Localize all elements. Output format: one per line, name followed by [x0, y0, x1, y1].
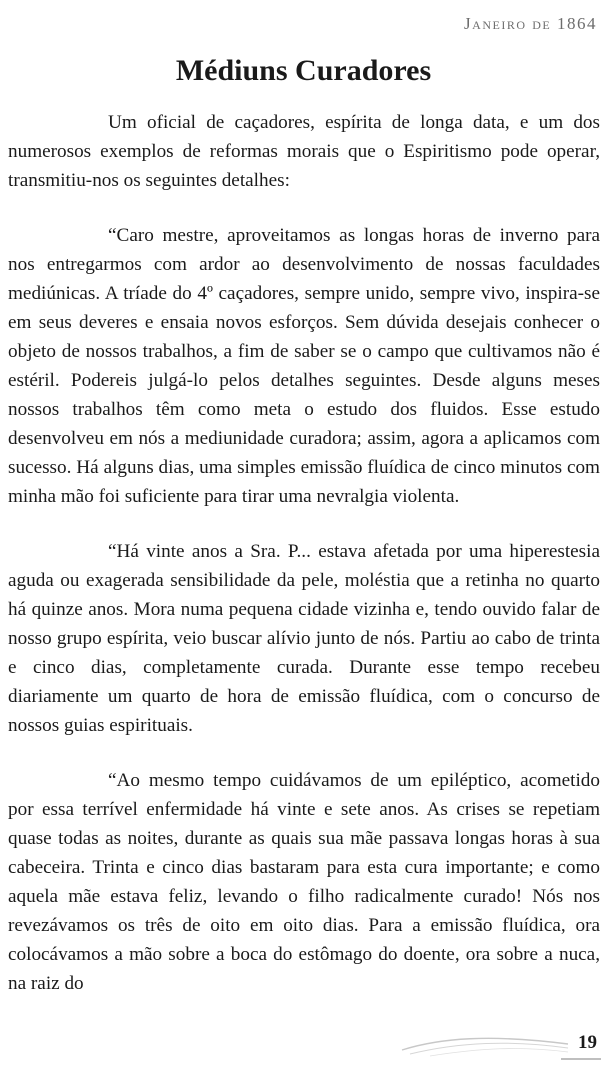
page-number: 19	[578, 1032, 597, 1053]
paragraph-2: “Caro mestre, aproveitamos as longas horas de inverno para nos entregarmos com ardor ao desenvolvimento de nossas faculdades mediúnicas. A tríade do 4º caçadores, sempre unido, sempre vivo, inspira-se em seus deveres e ensaia novos esforços. Sem dúvida desejais conhecer o objeto de nossos trabalhos, a fim de saber se o campo que cultivamos não é estéril. Podereis julgá-lo pelos detalhes seguintes. Desde alguns meses nossos trabalhos têm como meta o estudo dos fluidos. Esse estudo desenvolveu em nós a mediunidade curadora; assim, agora a aplicamos com sucesso. Há alguns dias, uma simples emissão fluídica de cinco minutos com minha mão foi suficiente para tirar uma nevralgia violenta.	[8, 225, 600, 507]
paragraph-1: Um oficial de caçadores, espírita de longa data, e um dos numerosos exemplos de reformas morais que o Espiritismo pode operar, transmitiu-nos os seguintes detalhes:	[8, 112, 600, 191]
page-number-rule	[561, 1058, 601, 1060]
article-body	[8, 108, 600, 1024]
running-head: Janeiro de 1864	[464, 14, 597, 33]
paragraph-4: “Ao mesmo tempo cuidávamos de um epiléptico, acometido por essa terrível enfermidade há vinte e sete anos. As crises se repetiam quase todas as noites, durante as quais sua mãe passava longas horas à sua cabeceira. Trinta e cinco dias bastaram para esta cura importante; e como aquela mãe estava feliz, levando o filho radicalmente curado! Nós nos revezávamos os três de oito em oito dias. Para a emissão fluídica, ora colocávamos a mão sobre a boca do estômago do doente, ora sobre a nuca, na raiz do	[8, 770, 600, 994]
swoosh-ornament-icon	[400, 1030, 570, 1060]
paragraph-3: “Há vinte anos a Sra. P... estava afetada por uma hiperestesia aguda ou exagerada sensibilidade da pele, moléstia que a retinha no quarto há quinze anos. Mora numa pequena cidade vizinha e, tendo ouvido falar de nosso grupo espírita, veio buscar alívio junto de nós. Partiu ao cabo de trinta e cinco dias, completamente curada. Durante esse tempo recebeu diariamente um quarto de hora de emissão fluídica, com o concurso de nossos guias espirituais.	[8, 541, 600, 736]
page-title: Médiuns Curadores	[175, 54, 432, 87]
